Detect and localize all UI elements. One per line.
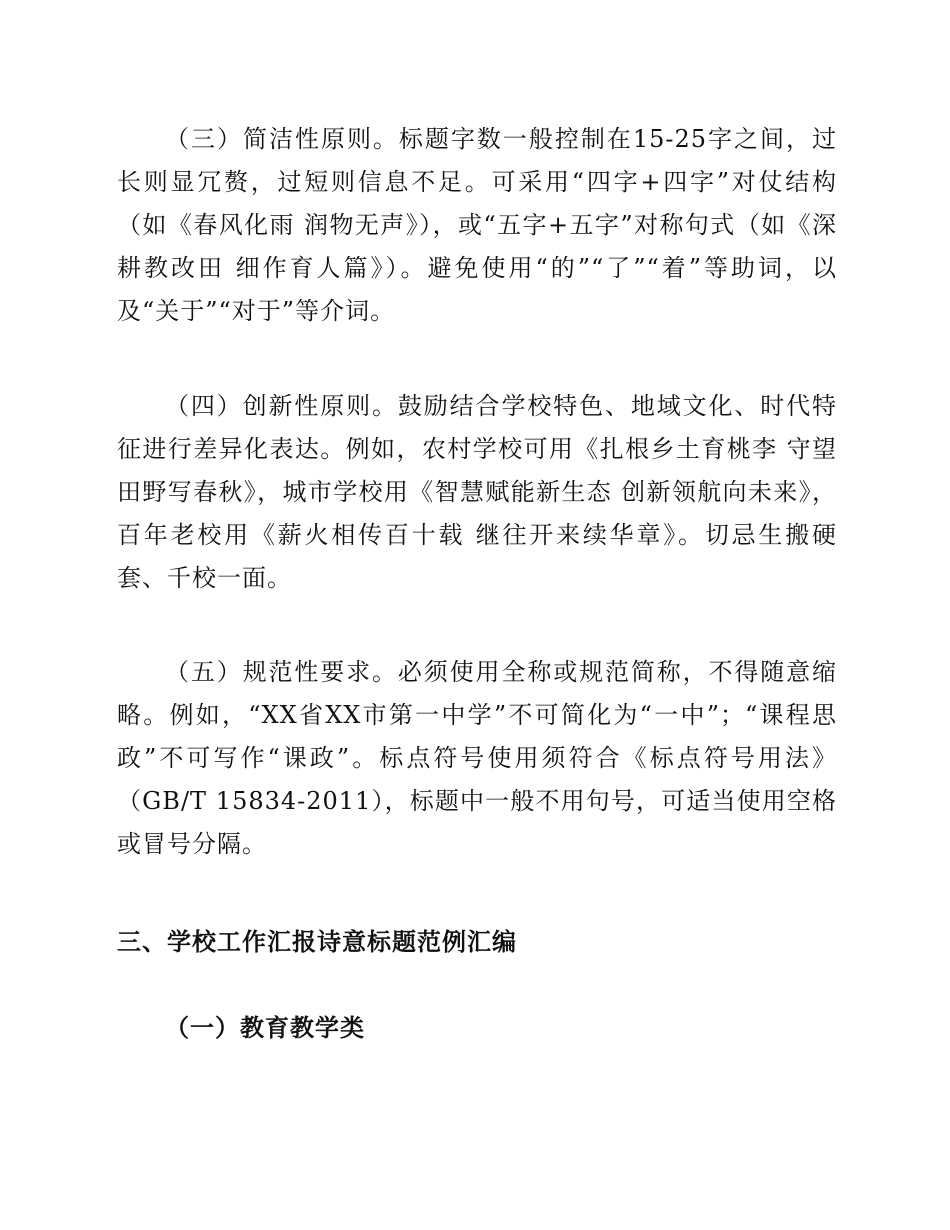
sub-heading: （一）教育教学类 [165, 1013, 365, 1042]
paragraph-normative-requirement: （五）规范性要求。必须使用全称或规范简称，不得随意缩略。例如，“XX省XX市第一中学”不可简化为“一中”；“课程思政”不可写作“课政”。标点符号使用须符合《标点符号用法》（GB/T 15834-2011），标题中一般不用句号，可适当使用空格或冒号分隔。 [117, 658, 837, 858]
section-heading: 三、学校工作汇报诗意标题范例汇编 [117, 928, 517, 956]
paragraph-conciseness-principle: （三）简洁性原则。标题字数一般控制在15-25字之间，过长则显冗赘，过短则信息不足。可采用“四字+四字”对仗结构（如《春风化雨 润物无声》），或“五字+五字”对称句式（如《深耕教改田 细作育人篇》）。避免使用“的”“了”“着”等助词，以及“关于”“对于”等介词。 [117, 125, 837, 325]
paragraph-innovation-principle: （四）创新性原则。鼓励结合学校特色、地域文化、时代特征进行差异化表达。例如，农村学校可用《扎根乡土育桃李 守望田野写春秋》，城市学校用《智慧赋能新生态 创新领航向未来》，百年老校用《薪火相传百十载 继往开来续华章》。切忌生搬硬套、千校一面。 [117, 392, 837, 592]
